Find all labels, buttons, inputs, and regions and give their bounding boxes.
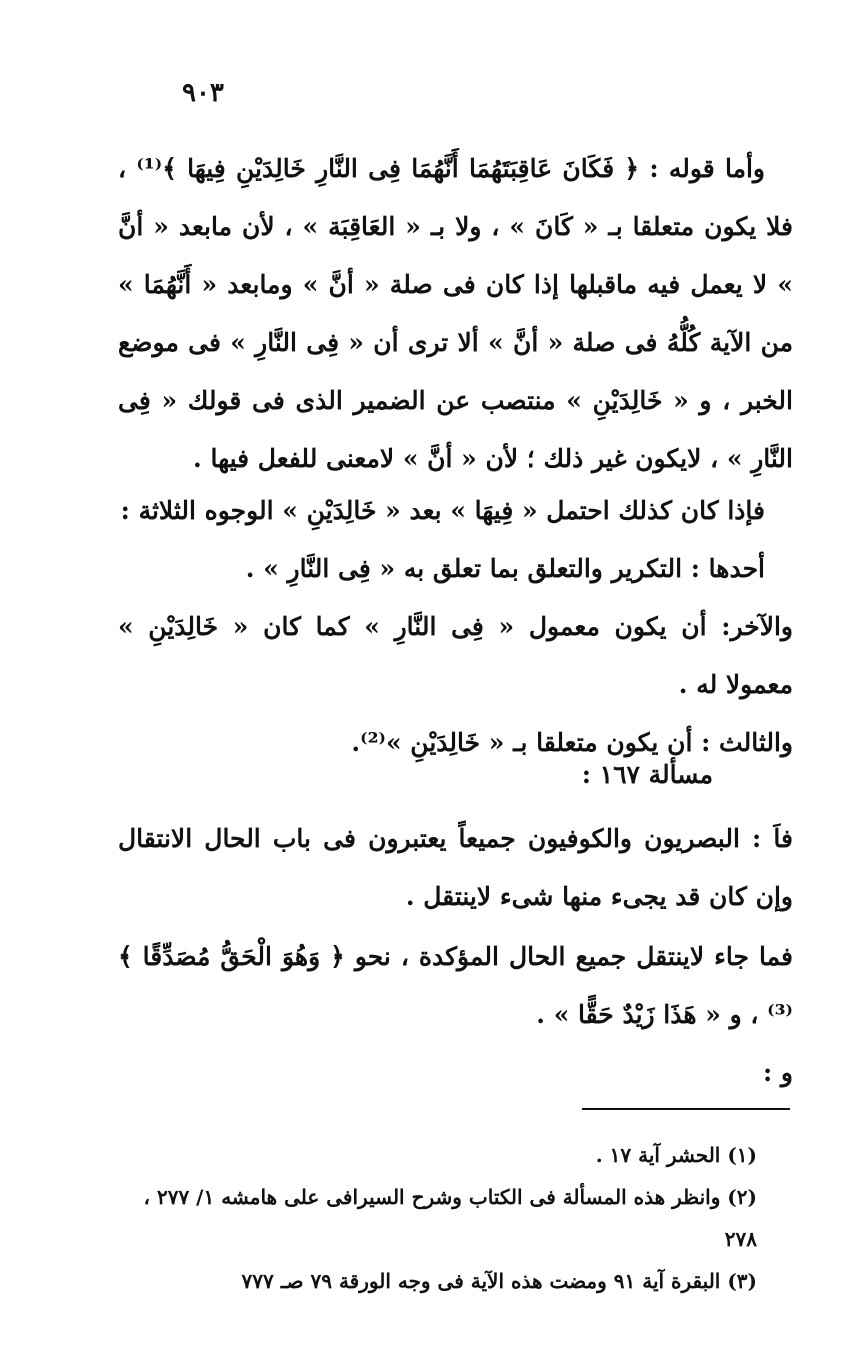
three-aspects-block	[118, 482, 793, 772]
paragraph-emphatic-state: فما جاء لاينتقل جميع الحال المؤكدة ، نحو ﴿ وَهُوَ الْحَقُّ مُصَدِّقًا ﴾⁽³⁾ ، و « هَذَا زَيْدٌ حَقًّا » .	[118, 942, 793, 1029]
paragraph-continuation: و :	[762, 1058, 793, 1087]
paragraph-basrians-kufans: فاَ : البصريون والكوفيون جميعاً يعتبرون فى باب الحال الانتقال وإن كان قد يجىء منها شىء لاينتقل .	[118, 824, 793, 911]
issue-heading: مسألة ١٦٧ :	[581, 760, 713, 789]
issue-text-block	[118, 810, 793, 926]
paragraph-aspect-first: أحدها : التكرير والتعلق بما تعلق به « فِى النَّارِ » .	[245, 554, 765, 583]
footnote-1: (١) الحشر آية ١٧ .	[595, 1143, 757, 1167]
footnote-2: (٢) وانظر هذه المسألة فى الكتاب وشرح السيرافى على هامشه ١/ ٢٧٧ ، ٢٧٨	[143, 1185, 757, 1251]
footnote-divider	[582, 1108, 790, 1110]
paragraph-aspect-third: والثالث : أن يكون متعلقا بـ « خَالِدَيْنِ »⁽²⁾.	[351, 728, 793, 757]
main-text-block	[118, 140, 793, 488]
page-number: ٩٠٣	[182, 78, 224, 108]
paragraph-aspect-second: والآخر: أن يكون معمول « فِى النَّارِ » كما كان « خَالِدَيْنِ » معمولا له .	[118, 612, 793, 699]
paragraph-aspects-intro: فإذا كان كذلك احتمل « فِيهَا » بعد « خَالِدَيْنِ » الوجوه الثلاثة :	[120, 496, 765, 525]
footnote-3: (٣) البقرة آية ٩١ ومضت هذه الآية فى وجه الورقة ٧٩ صـ ٧٧٧	[241, 1269, 757, 1293]
emphatic-state-block	[118, 928, 793, 1102]
footnotes	[118, 1134, 757, 1302]
issue-heading-block	[118, 746, 793, 804]
paragraph-quote-analysis: وأما قوله : ﴿ فَكَانَ عَاقِبَتَهُمَا أَنَّهُمَا فِى النَّارِ خَالِدَيْنِ فِيهَا ﴾⁽¹⁾ ، فلا يكون متعلقا بـ « كَانَ » ، ولا بـ « العَاقِبَة » ، لأن مابعد « أنَّ » لا يعمل فيه ماقبلها إذا كان فى صلة « أنَّ » ومابعد « أَنَّهُمَا » من الآية كُلُّهُ فى صلة « أنَّ » ألا ترى أن « فِى النَّارِ » فى موضع الخبر ، و « خَالِدَيْنِ » منتصب عن الضمير الذى فى قولك « فِى النَّارِ » ، لايكون غير ذلك ؛ لأن « أنَّ » لامعنى للفعل فيها .	[118, 154, 793, 473]
